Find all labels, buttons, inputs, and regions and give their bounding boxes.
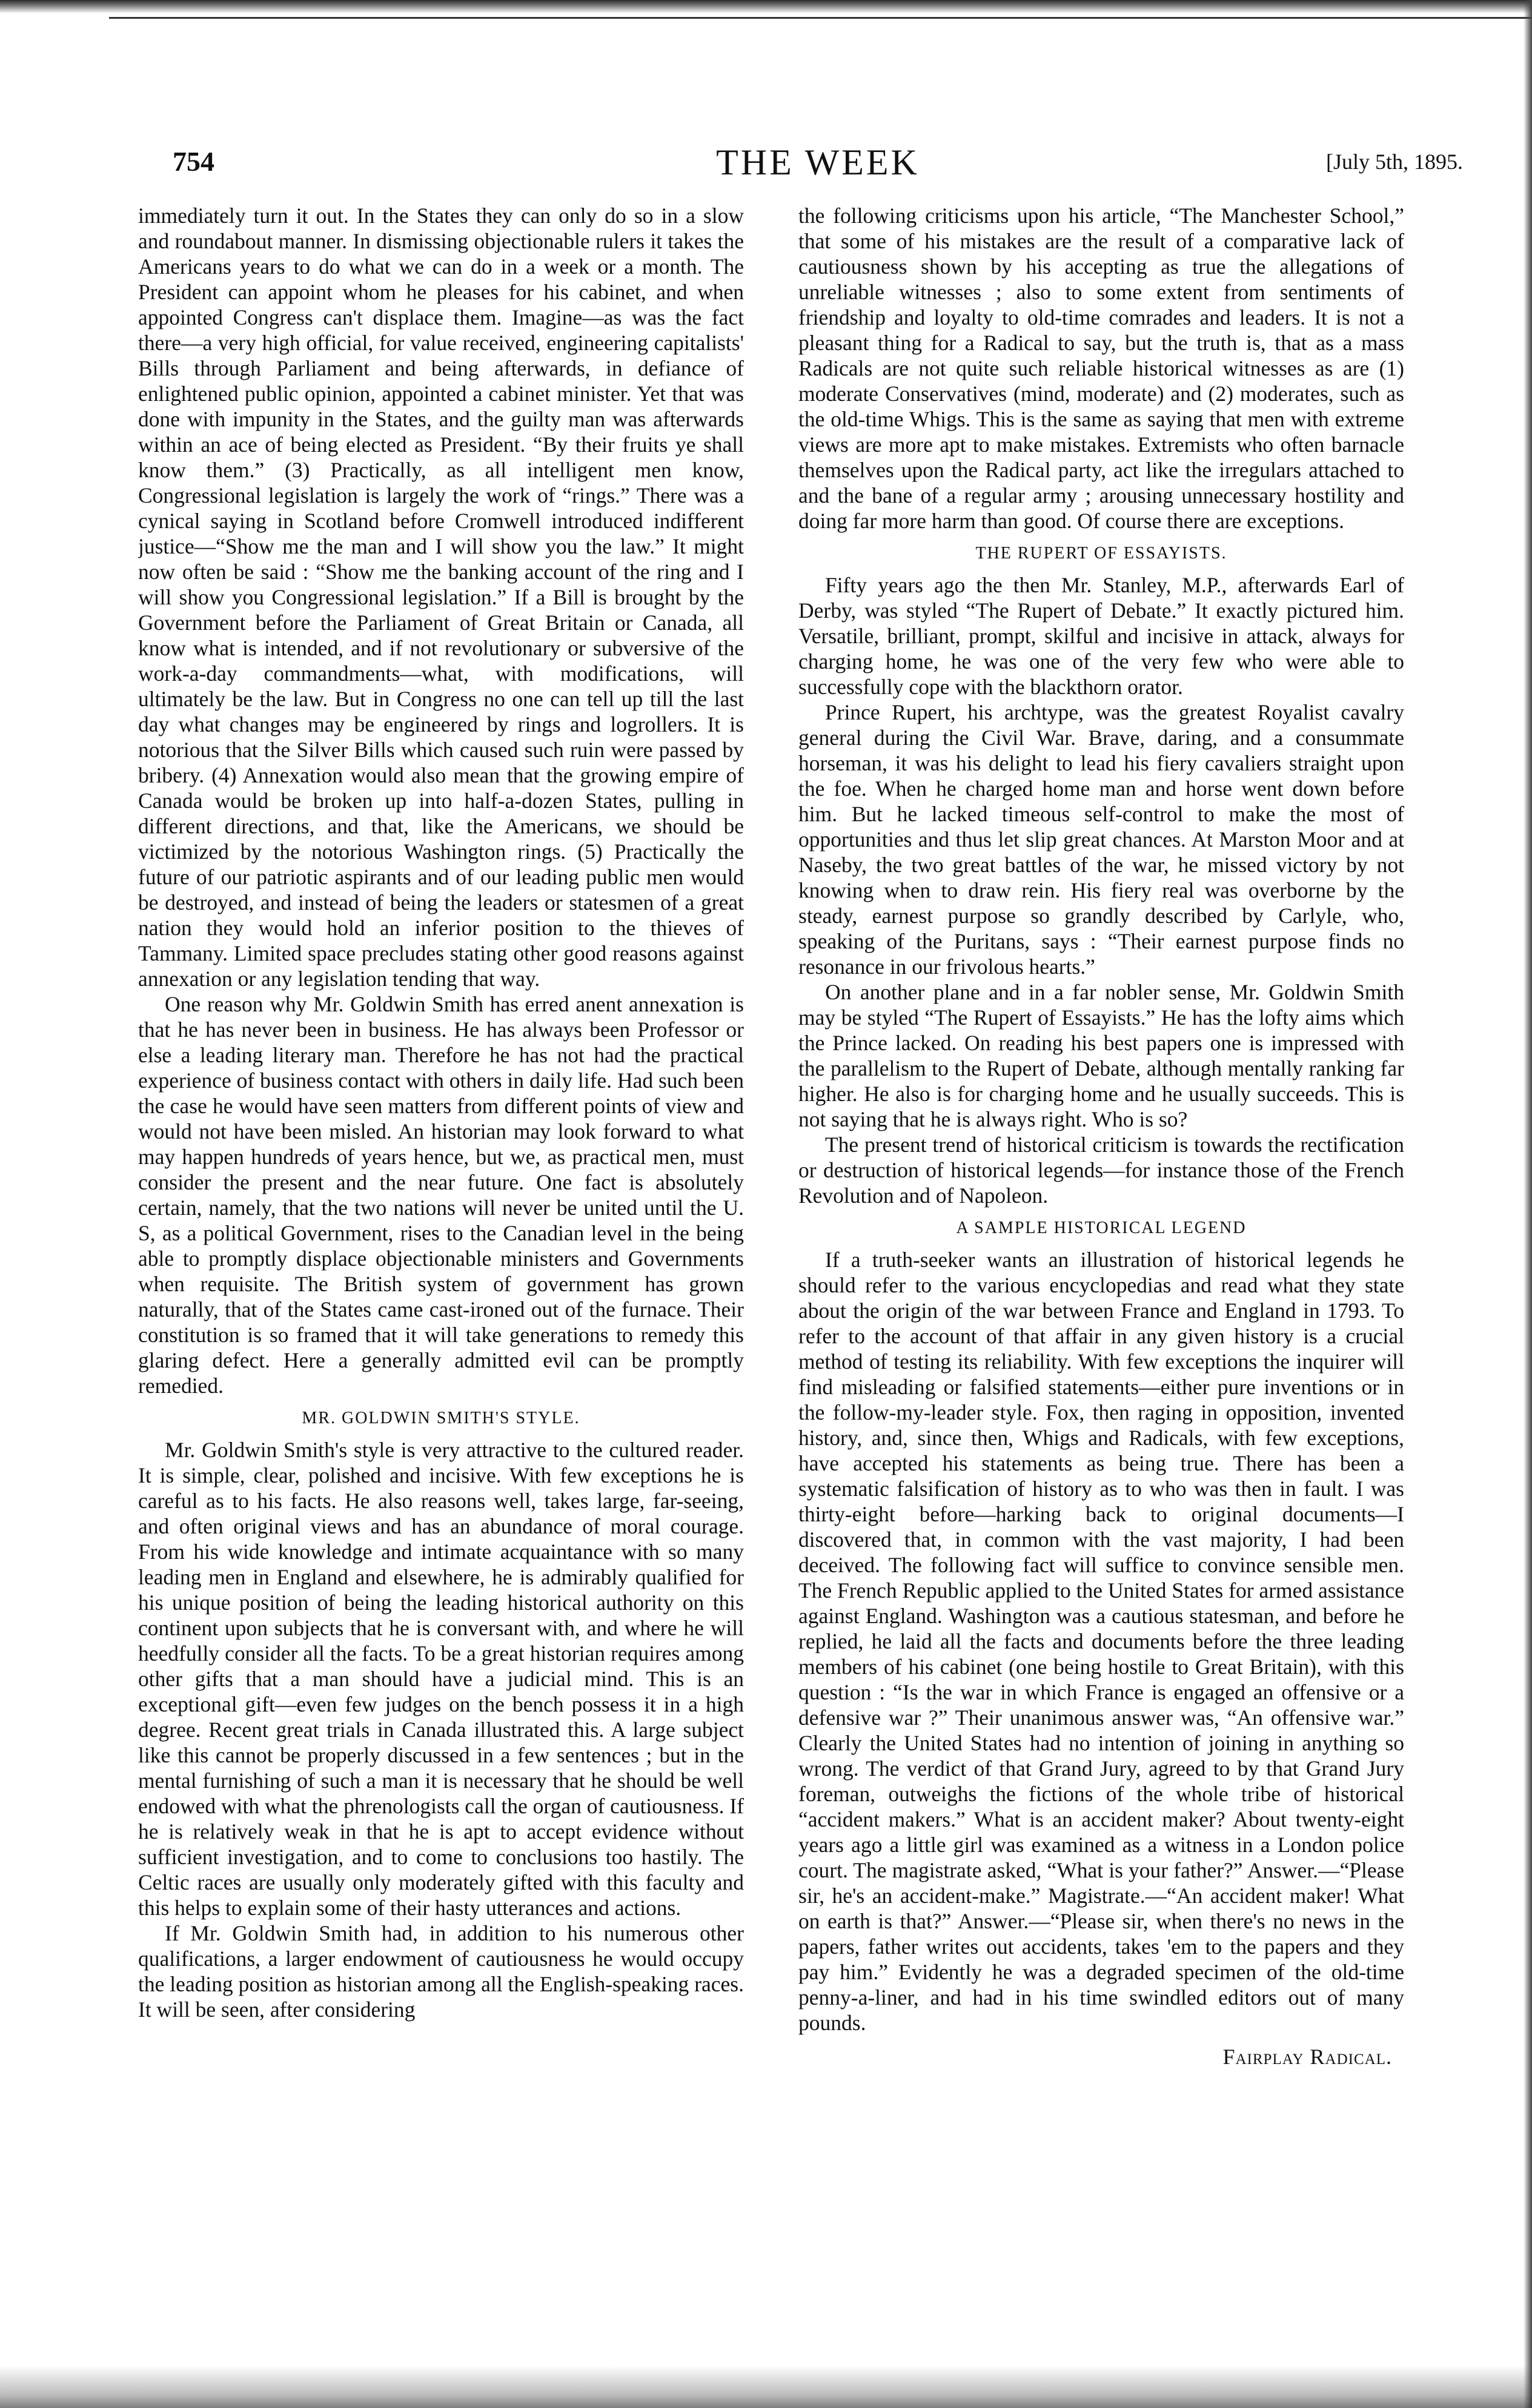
paragraph: the following criticisms upon his article, “The Manchester School,” that some of his mistakes are the result of a comparative lack of cautiousness shown by his accepting as true the allegations of unreliable witnesses ; also to some extent from sentiments of friendship and loyalty to old-time comrades and leaders. It is not a pleasant thing for a Radical to say, but the truth is, that as a mass Radicals are not quite such reliable historical witnesses as are (1) moderate Conservatives (mind, moderate) and (2) moderates, such as the old-time Whigs. This is the same as saying that men with extreme views are more apt to make mistakes. Extremists who often barnacle themselves upon the Radical party, act like the irregulars attached to and the bane of a regular army ; arousing unnecessary hostility and doing far more harm than good. Of course there are exceptions. [798,203,1404,533]
paragraph: Fifty years ago the then Mr. Stanley, M.P., afterwards Earl of Derby, was styled “The Rupert of Debate.” It exactly pictured him. Versatile, brilliant, prompt, skilful and incisive in attack, always for charging home, he was one of the very few who were able to successfully cope with the blackthorn orator. [798,573,1404,699]
page-number: 754 [173,146,214,177]
paragraph: The present trend of historical criticism is towards the rectification or destruction of historical legends—for instance those of the French Revolution and of Napoleon. [798,1133,1404,1208]
page-header [173,142,1463,188]
paragraph: On another plane and in a far nobler sense, Mr. Goldwin Smith may be styled “The Rupert of Essayists.” He has the lofty aims which the Prince lacked. On reading his best papers one is impressed with the parallelism to the Rupert of Debate, although mentally ranking far higher. He also is for charging home and he usually succeeds. This is not saying that he is always right. Who is so? [798,980,1404,1131]
scan-right-edge [1524,0,1532,2408]
paragraph: One reason why Mr. Goldwin Smith has erred anent annexation is that he has never been in business. He has always been Professor or else a leading literary man. Therefore he has not had the practical experience of business contact with others in daily life. Had such been the case he would have seen matters from different points of view and would not have been misled. An historian may look forward to what may happen hundreds of years hence, but we, as practical men, must consider the present and the near future. One fact is absolutely certain, namely, that the two nations will never be united until the U. S, as a political Government, rises to the Canadian level in the being able to promptly displace objectionable ministers and Governments when requisite. The British system of government has grown naturally, that of the States came cast-ironed out of the furnace. Their constitution is so framed that it will take generations to remedy this glaring defect. Here a generally admitted evil can be promptly remedied. [138,992,744,1398]
right-column [798,203,1404,2274]
left-column [138,203,744,2274]
scan-bottom-edge [0,2366,1532,2408]
journal-title: THE WEEK [716,142,920,182]
section-heading: A SAMPLE HISTORICAL LEGEND [956,1219,1247,1237]
author-signature: Fairplay Radical. [1222,2045,1392,2069]
issue-date: [July 5th, 1895. [1325,150,1463,174]
paragraph: Mr. Goldwin Smith's style is very attractive to the cultured reader. It is simple, clear, polished and incisive. With few exceptions he is careful as to his facts. He also reasons well, takes large, far-seeing, and often original views and has an abundance of moral courage. From his wide knowledge and intimate acquaintance with so many leading men in England and elsewhere, he is admirably qualified for his unique position of being the leading historical authority on this continent upon subjects that he is conversant with, and where he will heedfully consider all the facts. To be a great historian requires among other gifts that a man should have a judicial mind. This is an exceptional gift—even few judges on the bench possess it in a high degree. Recent great trials in Canada illustrated this. A large subject like this cannot be properly discussed in a few sentences ; but in the mental furnishing of such a man it is necessary that he should be well endowed with what the phrenologists call the organ of cautiousness. If he is relatively weak in that he is apt to accept evidence without sufficient investigation, and to come to conclusions too hastily. The Celtic races are usually only moderately gifted with this faculty and this helps to explain some of their hasty utterances and actions. [138,1438,744,1920]
paragraph: If Mr. Goldwin Smith had, in addition to his numerous other qualifications, a larger endowment of cautiousness he would occupy the leading position as historian among all the English-speaking races. It will be seen, after considering [138,1921,744,2022]
section-heading: THE RUPERT OF ESSAYISTS. [975,544,1227,563]
paragraph: immediately turn it out. In the States they can only do so in a slow and roundabout manner. In dismissing objectionable rulers it takes the Americans years to do what we can do in a week or a month. The President can appoint whom he pleases for his cabinet, and when appointed Congress can't displace them. Imagine—as was the fact there—a very high official, for value received, engineering capitalists' Bills through Parliament and being afterwards, in defiance of enlightened public opinion, appointed a cabinet minister. Yet that was done with impunity in the States, and the guilty man was afterwards within an ace of being elected as President. “By their fruits ye shall know them.” (3) Practically, as all intelligent men know, Congressional legislation is largely the work of “rings.” There was a cynical saying in Scotland before Cromwell introduced indifferent justice—“Show me the man and I will show you the law.” It might now often be said : “Show me the banking account of the ring and I will show you Congressional legislation.” If a Bill is brought by the Government before the Parliament of Great Britain or Canada, all know what is intended, and if not revolutionary or subversive of the work-a-day commandments—what, with modifications, will ultimately be the law. But in Congress no one can tell up till the last day what changes may be engineered by rings and logrollers. It is notorious that the Silver Bills which caused such ruin were passed by bribery. (4) Annexation would also mean that the growing empire of Canada would be broken up into half-a-dozen States, pulling in different directions, and that, like the Americans, we should be victimized by the notorious Washington rings. (5) Practically the future of our patriotic aspirants and of our leading public men would be destroyed, and instead of being the leaders or statesmen of a great nation they would hold an inferior position to the thieves of Tammany. Limited space precludes stating other good reasons against annexation or any legislation tending that way. [138,203,744,991]
section-heading: MR. GOLDWIN SMITH'S STYLE. [302,1409,580,1427]
paragraph: Prince Rupert, his archtype, was the greatest Royalist cavalry general during the Civil War. Brave, daring, and a consummate horseman, it was his delight to lead his fiery cavaliers straight upon the foe. When he charged home man and horse went down before him. But he lacked timeous self-control to make the most of opportunities and thus let slip great chances. At Marston Moor and at Naseby, the two great battles of the war, he missed victory by not knowing when to draw rein. His fiery real was overborne by the steady, earnest purpose so grandly described by Carlyle, who, speaking of the Puritans, says : “Their earnest purpose finds no resonance in our frivolous hearts.” [798,700,1404,979]
scan-top-edge [0,0,1532,13]
top-rule [109,17,1532,19]
paragraph: If a truth-seeker wants an illustration of historical legends he should refer to the various encyclopedias and read what they state about the origin of the war between France and England in 1793. To refer to the account of that affair in any given history is a crucial method of testing its reliability. With few exceptions the inquirer will find misleading or falsified statements—either pure inventions or in the follow-my-leader style. Fox, then raging in opposition, invented history, and, since then, Whigs and Radicals, with few exceptions, have accepted his statements as being true. There has been a systematic falsification of history as to who was then in fault. I was thirty-eight before—harking back to original documents—I discovered that, in common with the vast majority, I had been deceived. The following fact will suffice to convince sensible men. The French Republic applied to the United States for armed assistance against England. Washington was a cautious statesman, and before he replied, he laid all the facts and documents before the three leading members of his cabinet (one being hostile to Great Britain), with this question : “Is the war in which France is engaged an offensive or a defensive war ?” Their unanimous answer was, “An offensive war.” Clearly the United States had no intention of joining in anything so wrong. The verdict of that Grand Jury, agreed to by that Grand Jury foreman, outweighs the fictions of the whole tribe of historical “accident makers.” What is an accident maker? About twenty-eight years ago a little girl was examined as a witness in a London police court. The magistrate asked, “What is your father?” Answer.—“Please sir, he's an accident-make.” Magistrate.—“An accident maker! What on earth is that?” Answer.—“Please sir, when there's no news in the papers, father writes out accidents, takes 'em to the papers and they pay him.” Evidently he was a degraded specimen of the old-time penny-a-liner, and had in his time swindled editors out of many pounds. [798,1248,1404,2035]
